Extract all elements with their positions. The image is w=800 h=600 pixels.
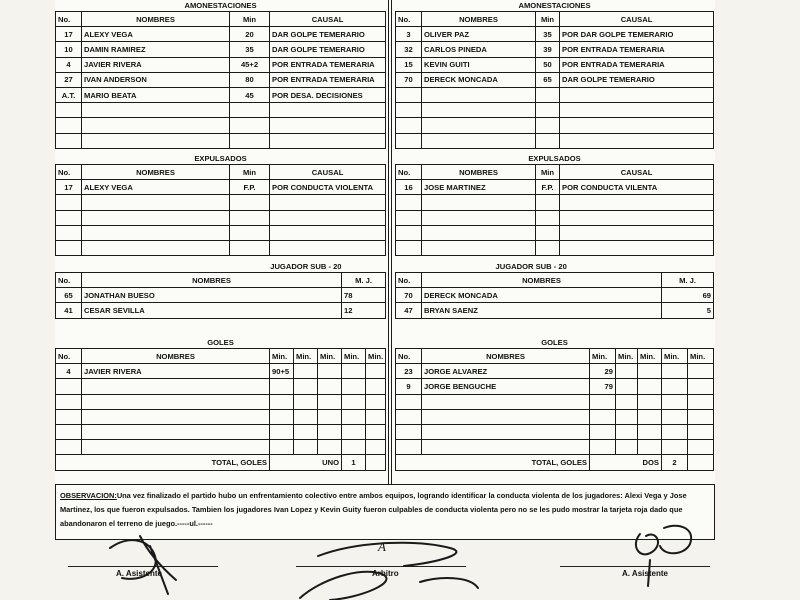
center-signature-text: A [378, 539, 386, 554]
player-number: 4 [56, 57, 82, 72]
minute: F.P. [230, 180, 270, 195]
goal-minute: 79 [590, 379, 616, 394]
header-nombres: NOMBRES [82, 349, 270, 364]
minutes-played: 69 [662, 288, 714, 303]
header-no: No. [56, 12, 82, 27]
header-min: Min. [688, 349, 714, 364]
header-min: Min. [590, 349, 616, 364]
causal: POR ENTRADA TEMERARIA [560, 42, 714, 57]
header-no: No. [396, 165, 422, 180]
player-number: 4 [56, 364, 82, 379]
header-mj: M. J. [342, 273, 386, 288]
header-nombres: NOMBRES [422, 273, 662, 288]
header-min: Min. [366, 349, 386, 364]
player-number: 65 [56, 288, 82, 303]
player-name: MARIO BEATA [82, 87, 230, 102]
player-number: 32 [396, 42, 422, 57]
header-min: Min [230, 12, 270, 27]
header-min: Min [230, 165, 270, 180]
player-name: BRYAN SAENZ [422, 303, 662, 318]
causal: POR ENTRADA TEMERARIA [560, 57, 714, 72]
minutes-played: 5 [662, 303, 714, 318]
header-min: Min. [270, 349, 294, 364]
player-name: ALEXY VEGA [82, 27, 230, 42]
player-number: 15 [396, 57, 422, 72]
causal: DAR GOLPE TEMERARIO [560, 72, 714, 87]
player-name: CARLOS PINEDA [422, 42, 536, 57]
player-name: JORGE ALVAREZ [422, 364, 590, 379]
causal: POR DESA. DECISIONES [270, 87, 386, 102]
right-signature-mark [636, 526, 691, 586]
total-goals-word: UNO [270, 455, 342, 470]
assistant-referee-right-label: A. Asistente [622, 569, 668, 578]
header-causal: CAUSAL [560, 165, 714, 180]
section-title: EXPULSADOS [194, 154, 247, 163]
center-signature-mark [300, 543, 478, 600]
header-min: Min. [318, 349, 342, 364]
minute: 35 [536, 27, 560, 42]
player-number: 17 [56, 180, 82, 195]
player-name: DERECK MONCADA [422, 288, 662, 303]
header-causal: CAUSAL [560, 12, 714, 27]
total-goals-number: 1 [342, 455, 366, 470]
total-goals-label: TOTAL, GOLES [396, 455, 590, 470]
player-number: 47 [396, 303, 422, 318]
header-min: Min [536, 12, 560, 27]
causal: POR CONDUCTA VILENTA [560, 180, 714, 195]
minute: 20 [230, 27, 270, 42]
observation-text: Una vez finalizado el partido hubo un enfrentamiento colectivo entre ambos equipos, logrando identificar la conducta violenta de los jugadores: Alexi Vega y Jose Martinez, los que fueron expulsados. Tambien los jugadores Ivan Lopez y Kevin Guity fueron culpables de conducta violenta pero no se les pudo mostrar la tarjeta roja dado que abandonaron el terreno de juego.-----ul.------ [60, 491, 687, 528]
referee-label: Arbitro [372, 569, 399, 578]
header-nombres: NOMBRES [82, 12, 230, 27]
section-title: JUGADOR SUB - 20 [270, 262, 342, 271]
player-number: 9 [396, 379, 422, 394]
player-number: 41 [56, 303, 82, 318]
causal: POR ENTRADA TEMERARIA [270, 57, 386, 72]
goal-minute: 29 [590, 364, 616, 379]
player-number: 23 [396, 364, 422, 379]
header-no: No. [56, 273, 82, 288]
causal: POR ENTRADA TEMERARIA [270, 72, 386, 87]
total-goals-word: DOS [590, 455, 662, 470]
player-name: DAMIN RAMIREZ [82, 42, 230, 57]
minute: 45+2 [230, 57, 270, 72]
player-name: DERECK MONCADA [422, 72, 536, 87]
player-name: OLIVER PAZ [422, 27, 536, 42]
observation-label: OBSERVACION: [60, 491, 117, 500]
player-name: JOSE MARTINEZ [422, 180, 536, 195]
player-name: CESAR SEVILLA [82, 303, 342, 318]
goal-minute: 90+5 [270, 364, 294, 379]
header-min: Min. [342, 349, 366, 364]
header-mj: M. J. [662, 273, 714, 288]
header-causal: CAUSAL [270, 12, 386, 27]
player-number: 16 [396, 180, 422, 195]
header-no: No. [396, 12, 422, 27]
header-nombres: NOMBRES [82, 165, 230, 180]
player-number: 10 [56, 42, 82, 57]
minute: 45 [230, 87, 270, 102]
header-nombres: NOMBRES [82, 273, 342, 288]
minutes-played: 78 [342, 288, 386, 303]
header-min: Min. [616, 349, 638, 364]
minute: 65 [536, 72, 560, 87]
header-min: Min. [294, 349, 318, 364]
minute: 50 [536, 57, 560, 72]
header-no: No. [396, 349, 422, 364]
left-signature-mark [110, 536, 176, 594]
player-number: 70 [396, 288, 422, 303]
header-nombres: NOMBRES [422, 12, 536, 27]
header-nombres: NOMBRES [422, 349, 590, 364]
minute: 80 [230, 72, 270, 87]
header-min: Min. [638, 349, 662, 364]
header-nombres: NOMBRES [422, 165, 536, 180]
section-title: GOLES [541, 338, 568, 347]
header-min: Min. [662, 349, 688, 364]
section-title: GOLES [207, 338, 234, 347]
player-number: 27 [56, 72, 82, 87]
player-name: JONATHAN BUESO [82, 288, 342, 303]
player-number: A.T. [56, 87, 82, 102]
causal: POR DAR GOLPE TEMERARIO [560, 27, 714, 42]
player-name: IVAN ANDERSON [82, 72, 230, 87]
total-goals-number: 2 [662, 455, 688, 470]
player-name: JORGE BENGUCHE [422, 379, 590, 394]
player-name: ALEXY VEGA [82, 180, 230, 195]
minute: F.P. [536, 180, 560, 195]
player-number: 70 [396, 72, 422, 87]
causal: POR CONDUCTA VIOLENTA [270, 180, 386, 195]
assistant-referee-left-label: A. Asistente [116, 569, 162, 578]
player-name: KEVIN GUITI [422, 57, 536, 72]
causal: DAR GOLPE TEMERARIO [270, 42, 386, 57]
total-goals-label: TOTAL, GOLES [56, 455, 270, 470]
header-min: Min [536, 165, 560, 180]
header-no: No. [396, 273, 422, 288]
player-number: 3 [396, 27, 422, 42]
minute: 35 [230, 42, 270, 57]
section-title: EXPULSADOS [528, 154, 581, 163]
causal: DAR GOLPE TEMERARIO [270, 27, 386, 42]
section-title: AMONESTACIONES [518, 1, 591, 10]
player-name: JAVIER RIVERA [82, 57, 230, 72]
player-number: 17 [56, 27, 82, 42]
header-causal: CAUSAL [270, 165, 386, 180]
minutes-played: 12 [342, 303, 386, 318]
section-title: JUGADOR SUB - 20 [495, 262, 567, 271]
section-title: AMONESTACIONES [184, 1, 257, 10]
player-name: JAVIER RIVERA [82, 364, 270, 379]
minute: 39 [536, 42, 560, 57]
header-no: No. [56, 349, 82, 364]
header-no: No. [56, 165, 82, 180]
